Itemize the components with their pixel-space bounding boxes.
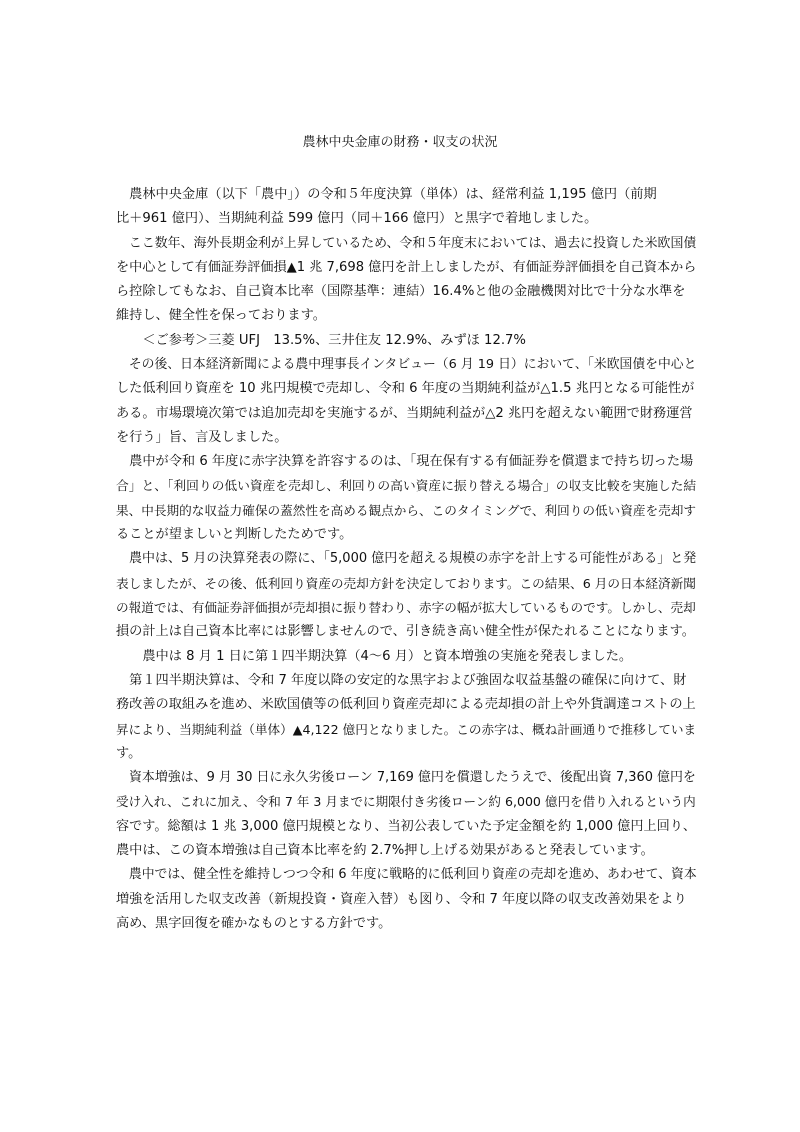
document-body xyxy=(116,183,696,936)
body-line: 農中は、この資本増強は自己資本比率を約 2.7%押し上げる効果があると発表しています。 xyxy=(116,843,654,859)
body-line: ある。市場環境次第では追加売却を実施するが、当期純利益が△2 兆円を超えない範囲で財務運営 xyxy=(116,405,693,421)
body-line: を中心として有価証券評価損▲1 兆 7,698 億円を計上しましたが、有価証券評価損を自己資本から xyxy=(116,259,697,275)
document-title: 農林中央金庫の財務・収支の状況 xyxy=(302,135,498,150)
body-line: した低利回り資産を 10 兆円規模で売却し、令和 6 年度の当期純利益が△1.5 兆円となる可能性が xyxy=(116,381,695,397)
body-line: ＜ご参考＞三菱 UFJ 13.5%、三井住友 12.9%、みずほ 12.7% xyxy=(116,332,526,348)
body-line: ここ数年、海外長期金利が上昇しているため、令和５年度末においては、過去に投資した米欧国債 xyxy=(116,235,697,251)
body-line: 農中では、健全性を維持しつつ令和 6 年度に戦略的に低利回り資産の売却を進め、あわせて、資本 xyxy=(116,867,697,883)
body-line: 農中は 8 月 1 日に第１四半期決算（4～6 月）と資本増強の実施を発表しました。 xyxy=(116,648,633,664)
body-line: 農林中央金庫（以下「農中」）の令和５年度決算（単体）は、経常利益 1,195 億円（前期 xyxy=(116,187,657,202)
body-line: 農中が令和 6 年度に赤字決算を許容するのは、「現在保有する有価証券を償還まで持ち切った場 xyxy=(116,454,694,470)
body-line: 果、中長期的な収益力確保の蓋然性を高める観点から、このタイミングで、利回りの低い資産を売却す xyxy=(116,502,696,518)
body-line: す。 xyxy=(116,745,142,761)
body-line: 維持し、健全性を保っております。 xyxy=(116,308,326,324)
body-line: 受け入れ、これに加え、令和 7 年 3 月までに期限付き劣後ローン約 6,000 億円を借り入れるという内 xyxy=(116,794,696,810)
body-line: その後、日本経済新聞による農中理事長インタビュー（6 月 19 日）において、「米欧国債を中心と xyxy=(116,357,697,373)
body-line: 容です。総額は 1 兆 3,000 億円規模となり、当初公表していた予定金額を約 1,000 億円上回り、 xyxy=(116,818,696,834)
body-line: の報道では、有価証券評価損が売却損に振り替わり、赤字の幅が拡大しているものです。しかし、売却 xyxy=(116,600,696,616)
body-line: 増強を活用した収支改善（新規投資・資産入替）も図り、令和 7 年度以降の収支改善効果をより xyxy=(116,891,687,907)
body-line: ることが望ましいと判断したためです。 xyxy=(116,527,353,543)
body-line: 高め、黒字回復を確かなものとする方針です。 xyxy=(116,915,392,931)
body-line: ら控除してもなお、自己資本比率（国際基準：連結）16.4%と他の金融機関対比で十分な水準を xyxy=(116,284,686,300)
body-line: 比＋961 億円）、当期純利益 599 億円（同＋166 億円）と黒字で着地しました。 xyxy=(116,211,598,227)
body-line: 合」と、「利回りの低い資産を売却し、利回りの高い資産に振り替える場合」の収支比較を実施した結 xyxy=(116,478,697,494)
body-line: 第１四半期決算は、令和 7 年度以降の安定的な黒字および強固な収益基盤の確保に向けて、財 xyxy=(116,672,687,688)
body-line: 資本増強は、9 月 30 日に永久劣後ローン 7,169 億円を償還したうえで、後配出資 7,360 億円を xyxy=(116,770,696,786)
body-line: 務改善の取組みを進め、米欧国債等の低利回り資産売却による売却損の計上や外貨調達コストの上 xyxy=(116,697,696,713)
body-line: 昇により、当期純利益（単体）▲4,122 億円となりました。この赤字は、概ね計画通りで推移していま xyxy=(116,721,697,737)
body-line: 農中は、5 月の決算発表の際に、「5,000 億円を超える規模の赤字を計上する可能性がある」と発 xyxy=(116,551,697,567)
body-line: を行う」旨、言及しました。 xyxy=(116,429,288,445)
body-line: 損の計上は自己資本比率には影響しませんので、引き続き高い健全性が保たれることになります。 xyxy=(116,624,695,640)
body-line: 表しましたが、その後、低利回り資産の売却方針を決定しております。この結果、6 月の日本経済新聞 xyxy=(116,575,696,591)
